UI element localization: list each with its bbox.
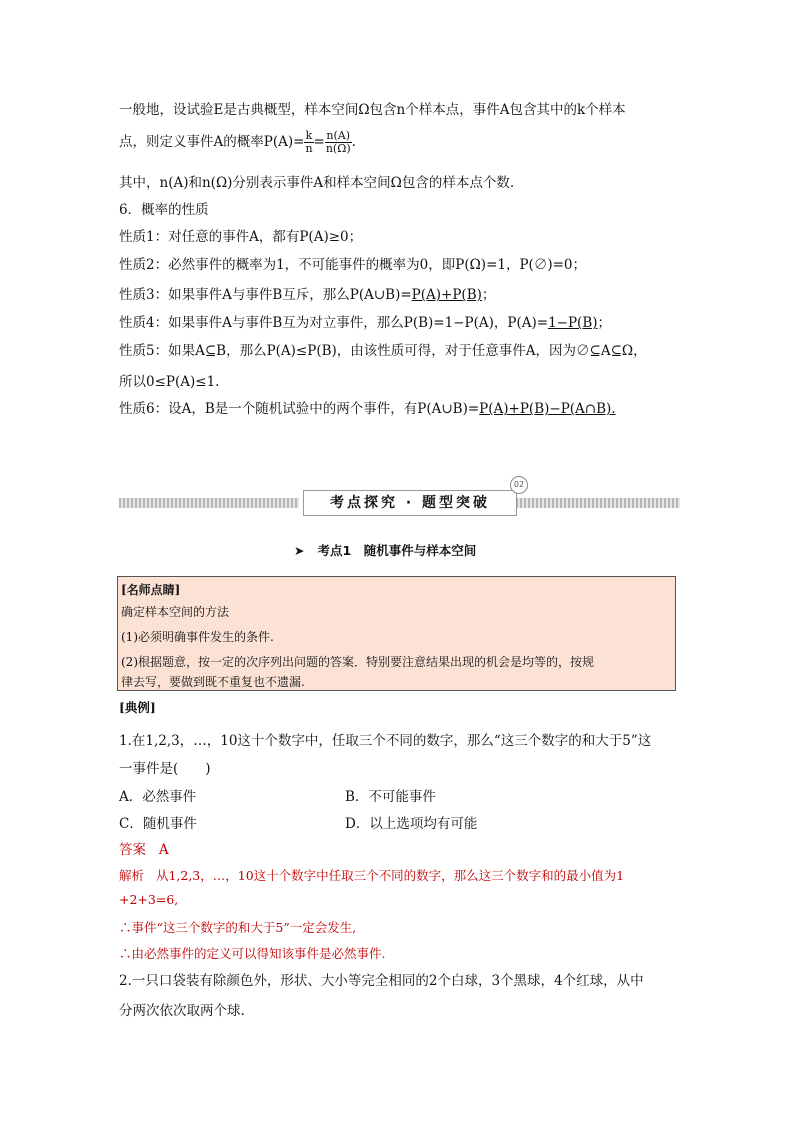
property-3-answer: P(A)+P(B) [411, 287, 482, 303]
properties-heading: 6．概率的性质 [119, 202, 209, 218]
property-4-answer: 1−P(B) [548, 315, 598, 331]
arrow-icon: ➤ [294, 543, 305, 558]
question-1-line-2: 一事件是( ) [119, 761, 211, 777]
section-banner [119, 480, 680, 516]
answer-value: A [158, 842, 169, 858]
question-2-line-1: 2.一只口袋装有除颜色外，形状、大小等完全相同的2个白球，3个黑球，4个红球，从中 [119, 973, 644, 989]
property-4-end: ； [597, 315, 612, 331]
fraction-k-over-n [304, 130, 313, 155]
fraction-denominator: n [305, 142, 313, 155]
property-5-continued: 所以0≤P(A)≤1. [119, 374, 220, 390]
answer-label: 答案 [119, 842, 146, 858]
tips-item-2-line-2: 律去写，要做到既不重复也不遗漏. [121, 675, 305, 689]
question-1-line-1: 1.在1,2,3，…，10这十个数字中，任取三个不同的数字，那么“这三个数字的和大于5”这 [119, 733, 652, 749]
question-2-line-2: 分两次依次取两个球. [119, 1003, 245, 1019]
property-3 [119, 283, 495, 303]
tips-item-1: (1)必须明确事件发生的条件. [121, 630, 274, 644]
option-a: A．必然事件 [119, 789, 197, 805]
fraction-denominator: n(Ω) [325, 142, 351, 155]
banner-title: 考点探究 · 题型突破 [303, 490, 517, 516]
definition-prefix: 点，则定义事件A的概率P(A)= [119, 134, 305, 150]
option-b: B．不可能事件 [345, 789, 436, 805]
definition-line-3: 其中，n(A)和n(Ω)分别表示事件A和样本空间Ω包含的样本点个数. [119, 175, 515, 191]
banner-badge: 02 [510, 476, 528, 494]
property-3-end: ； [481, 287, 496, 303]
analysis-text: 从1,2,3，…，10这十个数字中任取三个不同的数字，那么这三个数字和的最小值为1 [155, 868, 625, 883]
topic-title: 考点1 随机事件与样本空间 [317, 543, 477, 558]
definition-line-2 [119, 130, 356, 155]
topic-heading [294, 541, 476, 559]
property-6-answer: P(A)+P(B)−P(A∩B). [479, 401, 616, 417]
property-2: 性质2：必然事件的概率为1，不可能事件的概率为0，即P(Ω)=1，P(∅)=0； [119, 257, 586, 273]
property-6 [119, 397, 616, 417]
property-4 [119, 311, 611, 331]
tips-label: [名师点睛] [121, 583, 181, 597]
analysis-line-4: ∴由必然事件的定义可以得知该事件是必然事件. [119, 946, 386, 961]
answer-line [119, 838, 169, 858]
property-4-text: 性质4：如果事件A与事件B互为对立事件，那么P(B)=1−P(A)，P(A)= [119, 315, 549, 331]
option-c: C．随机事件 [119, 816, 197, 832]
tips-subtitle: 确定样本空间的方法 [121, 605, 230, 619]
fraction-numerator: n(A) [326, 129, 351, 142]
tips-box [117, 576, 676, 691]
analysis-label: 解析 [119, 868, 145, 883]
tips-item-2-line-1: (2)根据题意，按一定的次序列出问题的答案．特别要注意结果出现的机会是均等的，按规 [121, 655, 595, 669]
property-5: 性质5：如果A⊆B，那么P(A)≤P(B)，由该性质可得，对于任意事件A，因为∅⊆A⊆Ω， [119, 343, 647, 359]
analysis-line-3: ∴事件“这三个数字的和大于5”一定会发生, [119, 920, 357, 935]
option-d: D．以上选项均有可能 [345, 816, 478, 832]
definition-suffix: . [351, 134, 356, 150]
fraction-nA-over-nOmega [325, 130, 352, 155]
example-label: [典例] [119, 700, 156, 715]
fraction-numerator: k [305, 129, 313, 142]
equals-sign: = [313, 134, 325, 150]
property-6-text: 性质6：设A，B是一个随机试验中的两个事件，有P(A∪B)= [119, 401, 480, 417]
property-3-text: 性质3：如果事件A与事件B互斥，那么P(A∪B)= [119, 287, 412, 303]
analysis-line-2: +2+3=6, [119, 892, 179, 907]
definition-line-1: 一般地，设试验E是古典概型，样本空间Ω包含n个样本点，事件A包含其中的k个样本 [119, 102, 626, 118]
banner-stripe-left [119, 498, 299, 508]
banner-stripe-right [500, 498, 680, 508]
property-1: 性质1：对任意的事件A，都有P(A)≥0； [119, 229, 363, 245]
analysis-line-1 [119, 866, 624, 884]
